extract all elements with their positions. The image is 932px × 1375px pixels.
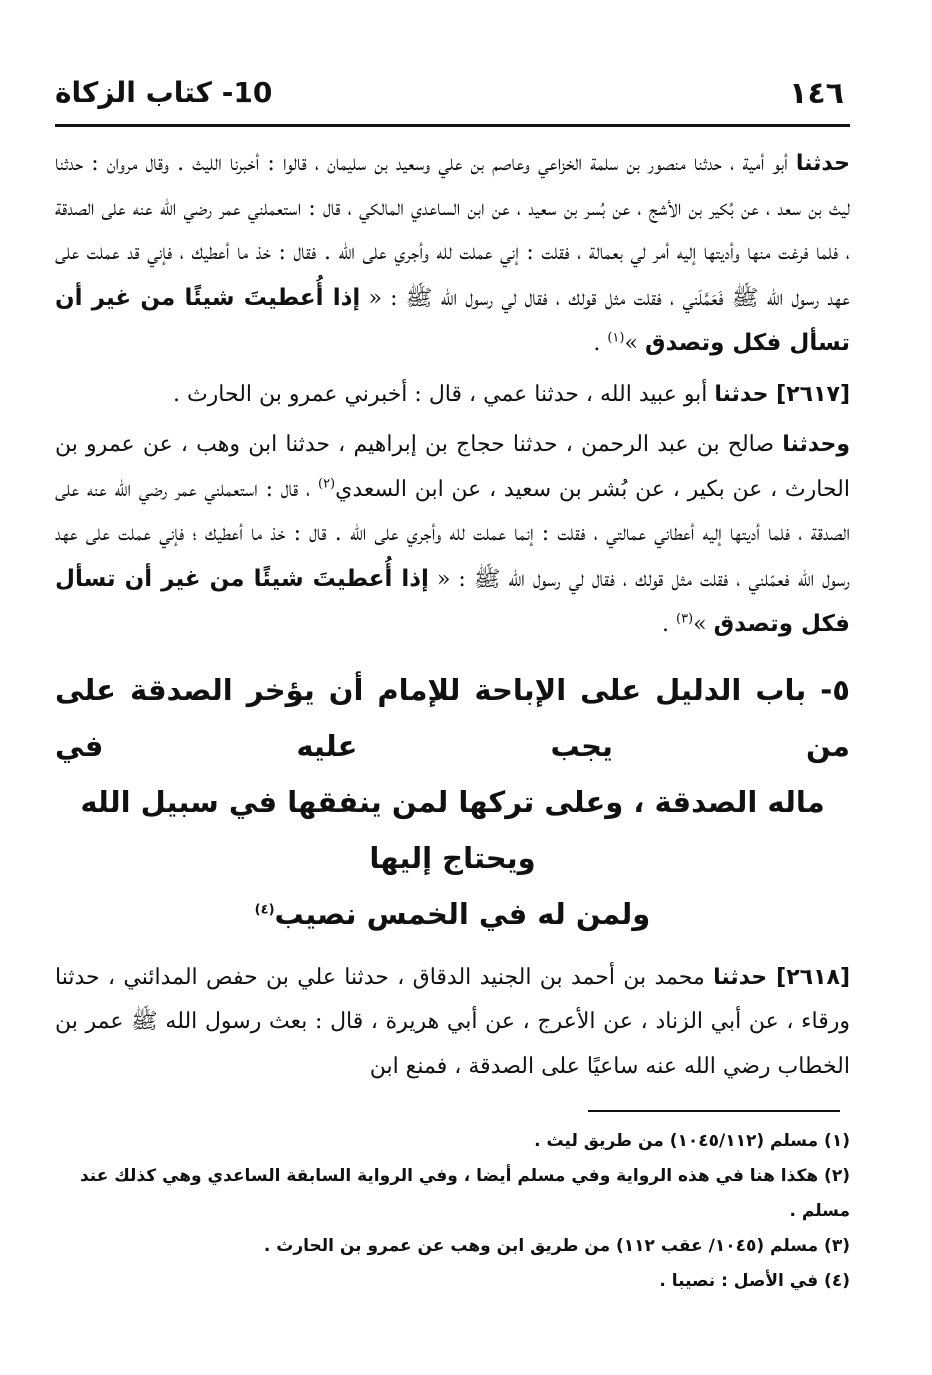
footnotes — [55, 1124, 850, 1299]
para-end: . — [661, 612, 676, 637]
footnote: (٤) في الأصل : نصيبا . — [659, 1271, 850, 1291]
book-title: 10- كتاب الزكاة — [55, 76, 273, 109]
hadith-text: أبو أمية ، حدثنا منصور بن سلمة الخزاعي وعاصم بن علي وسعيد بن سليمان ، قالوا : أخبرنا الليث . وقال مروان : حدثنا ليث بن سعد ، عن بُكير بن الأشج ، عن بُسر بن سعيد ، عن ابن الساعدي المالكي ، قال : استعملني عمر رضي الله عنه على الصدقة ، فلما فرغت منها وأديتها إليه أمر لي بعمالة ، فقلت : إني عملت لله وأجري على الله . فقال : خذ ما أعطيك ، فإني قد عملت على عهد رسول الله ﷺ فَعَمَّلَني ، فقلت مثل قولك ، فقال لي رسول الله ﷺ : « — [55, 151, 850, 311]
footnote-ref: (٢) — [317, 476, 336, 492]
hadith-text: أبو عبيد الله ، حدثنا عمي ، قال : أخبرني عمرو بن الحارث . — [172, 381, 715, 407]
footnote-rule — [588, 1110, 840, 1112]
footnote-ref: (١) — [607, 330, 625, 346]
chapter-heading-line: ولمن له في الخمس نصيب — [274, 896, 651, 931]
para-end: . — [593, 331, 608, 356]
hadith-text: محمد بن أحمد بن الجنيد الدقاق ، حدثنا علي بن حفص المدائني ، حدثنا ورقاء ، عن أبي الزناد ، عن الأعرج ، عن أبي هريرة ، قال : بعث رسول الله ﷺ عمر بن الخطاب رضي الله عنه ساعيًا على الصدقة ، فمنع ابن — [55, 964, 850, 1079]
hadith-number: [٢٦١٧] — [776, 381, 850, 407]
hadith-paragraph — [55, 956, 850, 1090]
footnote: (٢) هكذا هنا في هذه الرواية وفي مسلم أيضا ، وفي الرواية السابقة الساعدي وهي كذلك عند مسلم . — [79, 1166, 850, 1221]
main-text — [55, 142, 850, 1089]
isnad-lead: حدثنا — [795, 151, 850, 176]
hadith-paragraph — [55, 373, 850, 418]
isnad-lead: حدثنا — [713, 964, 777, 990]
chapter-heading-line: ماله الصدقة ، وعلى تركها لمن ينفقها في سبيل الله ويحتاج إليها — [80, 784, 825, 875]
footnote-ref: (٣) — [675, 611, 694, 627]
header-rule — [55, 124, 850, 127]
hadith-text: ، قال : استعملني عمر رضي الله عنه على الصدقة ، فلما أديتها إليه أعطاني عمالتي ، فقلت : إنما عملت لله وأجري على الله . قال : خذ ما أعطيك ؛ فإني عملت على عهد رسول الله فعمّلني ، فقلت مثل قولك ، فقال لي رسول الله ﷺ : « — [55, 476, 850, 592]
footnote: (٣) مسلم (١٠٤٥/ عقب ١١٢) من طريق ابن وهب عن عمرو بن الحارث . — [263, 1236, 850, 1256]
hadith-number: [٢٦١٨] — [776, 964, 850, 990]
quote-close: » — [624, 331, 645, 356]
prophetic-quote: إذا أُعطيتَ شيئًا من غير أن تسأل فكل وتصدق — [55, 565, 850, 637]
hadith-text: صالح بن عبد الرحمن ، حدثنا حجاج بن إبراهيم ، حدثنا ابن وهب ، عن عمرو بن الحارث ، عن بكير ، عن بُشر بن سعيد ، عن ابن السعدي — [55, 432, 850, 502]
chapter-heading-line: ٥- باب الدليل على الإباحة للإمام أن يؤخر الصدقة على من يجب عليه في — [55, 672, 850, 763]
hadith-paragraph — [55, 423, 850, 648]
hadith-paragraph — [55, 142, 850, 367]
page-header — [55, 70, 850, 122]
chapter-heading — [55, 662, 850, 942]
isnad-lead: وحدثنا — [782, 432, 850, 457]
page-number: ١٤٦ — [789, 76, 844, 111]
footnote: (١) مسلم (١٠٤٥/١١٢) من طريق ليث . — [534, 1131, 850, 1151]
isnad-lead: حدثنا — [714, 381, 777, 407]
quote-close: » — [693, 612, 714, 637]
prophetic-quote: إذا أُعطيتَ شيئًا من غير أن تسأل فكل وتصدق — [55, 284, 850, 356]
footnote-ref: (٤) — [254, 901, 275, 917]
